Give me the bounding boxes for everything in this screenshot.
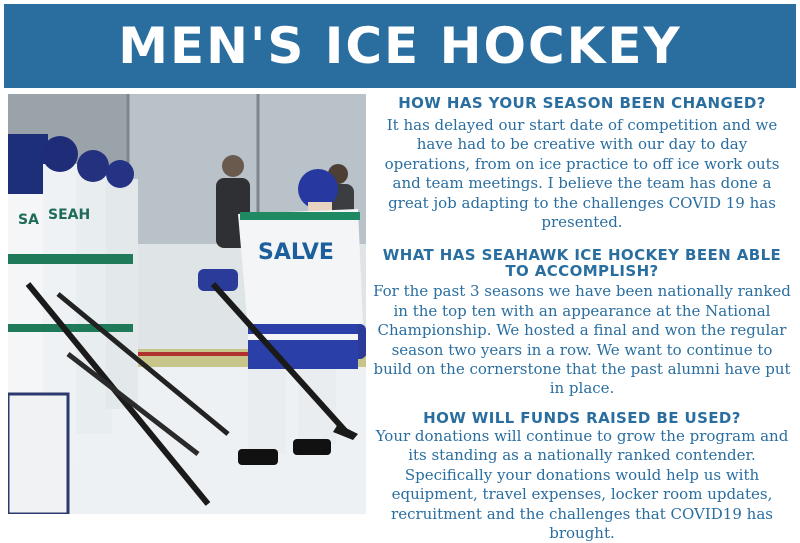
svg-text:SEAH: SEAH xyxy=(48,207,91,223)
question-accomplishments: WHAT HAS SEAHAWK ICE HOCKEY BEEN ABLE TO ACCOMPLISH? xyxy=(382,246,782,281)
question-season-changed: HOW HAS YOUR SEASON BEEN CHANGED? xyxy=(398,94,766,112)
answer-season-changed: It has delayed our start date of competition and we have had to be creative with our day to day operations, from on ice practice to off ice work outs and team meetings. I believe the team has done a great job adapting to the challenges COVID 19 has presented. xyxy=(384,116,780,232)
svg-text:SA: SA xyxy=(18,212,39,228)
question-funds-use: HOW WILL FUNDS RAISED BE USED? xyxy=(423,408,741,427)
page-title: MEN'S ICE HOCKEY xyxy=(118,17,682,75)
qa-column xyxy=(372,94,792,542)
title-banner xyxy=(4,4,796,88)
answer-accomplishments: For the past 3 seasons we have been nationally ranked in the top ten with an appearance at the National Championship. We hosted a final and won the regular season two years in a row. We want to continue to build on the cornerstone that the past alumni have put in place. xyxy=(373,282,791,398)
hockey-team-photo xyxy=(8,94,366,514)
svg-text:SALVE: SALVE xyxy=(258,240,334,265)
answer-funds-use: Your donations will continue to grow the program and its standing as a nationally ranked contender. Specifically your donations would help us with equipment, travel expenses, locker room updates, recruitment and the challenges that COVID19 has brought. xyxy=(375,426,789,542)
